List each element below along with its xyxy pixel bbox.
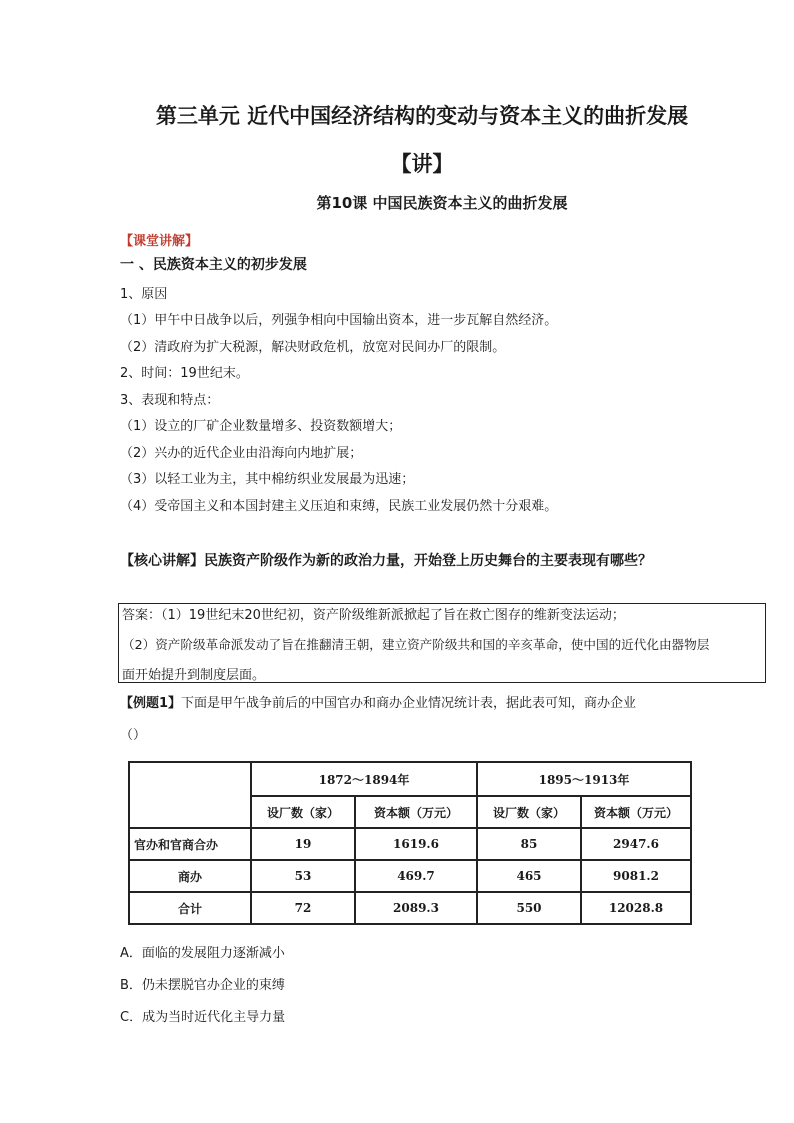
table-cell: 72 <box>251 892 355 924</box>
core-question <box>120 550 652 570</box>
table-header-row <box>129 762 691 796</box>
page-subtitle: 【讲】 <box>390 152 454 176</box>
table-row <box>129 892 691 924</box>
row-header: 商办 <box>129 860 251 892</box>
content-line: （1）设立的厂矿企业数量增多、投资数额增大； <box>120 419 402 434</box>
option-b: B．仍未摆脱官办企业的束缚 <box>120 978 285 993</box>
column-header: 资本额（万元） <box>355 796 477 828</box>
content-line: 3、表现和特点： <box>120 393 220 408</box>
table-cell: 85 <box>477 828 581 860</box>
content-line: （1）甲午中日战争以后，列强争相向中国输出资本，进一步瓦解自然经济。 <box>120 313 558 328</box>
option-c: C．成为当时近代化主导力量 <box>120 1010 286 1025</box>
table-cell: 12028.8 <box>581 892 691 924</box>
content-line: （4）受帝国主义和本国封建主义压迫和束缚，民族工业发展仍然十分艰难。 <box>120 499 558 514</box>
table-cell: 465 <box>477 860 581 892</box>
content-line: 1、原因 <box>120 287 168 302</box>
table-cell: 9081.2 <box>581 860 691 892</box>
statistics-table <box>128 761 692 925</box>
section-tag: 【课堂讲解】 <box>120 234 199 249</box>
answer-paren: （） <box>120 728 147 743</box>
table-cell: 53 <box>251 860 355 892</box>
answer-line: （2）资产阶级革命派发动了旨在推翻清王朝，建立资产阶级共和国的辛亥革命，使中国的近代化由器物层 <box>122 637 710 652</box>
lesson-title: 第10课 中国民族资本主义的曲折发展 <box>316 194 568 212</box>
option-a: A．面临的发展阻力逐渐减小 <box>120 946 285 961</box>
row-header: 官办和官商合办 <box>129 828 251 860</box>
column-header: 资本额（万元） <box>581 796 691 828</box>
table-corner-cell <box>129 762 251 828</box>
column-header: 设厂数（家） <box>251 796 355 828</box>
content-line: 2、时间：19世纪末。 <box>120 366 249 381</box>
unit-title: 第三单元 近代中国经济结构的变动与资本主义的曲折发展 <box>155 104 689 128</box>
period-header: 1895～1913年 <box>477 762 691 796</box>
table-cell: 550 <box>477 892 581 924</box>
table-row <box>129 828 691 860</box>
core-question-text: 民族资产阶级作为新的政治力量，开始登上历史舞台的主要表现有哪些？ <box>204 553 652 569</box>
table-row <box>129 860 691 892</box>
table-cell: 19 <box>251 828 355 860</box>
content-line: （2）清政府为扩大税源，解决财政危机，放宽对民间办厂的限制。 <box>120 340 506 355</box>
period-header: 1872～1894年 <box>251 762 477 796</box>
section-heading: 一 、民族资本主义的初步发展 <box>120 257 307 273</box>
answer-line: 答案：（1）19世纪末20世纪初，资产阶级维新派掀起了旨在救亡图存的维新变法运动； <box>122 608 625 623</box>
example-text: 下面是甲午战争前后的中国官办和商办企业情况统计表，据此表可知，商办企业 <box>181 696 637 711</box>
answer-line: 面开始提升到制度层面。 <box>122 668 266 683</box>
column-header: 设厂数（家） <box>477 796 581 828</box>
example-label: 【例题1】 <box>120 696 182 711</box>
row-header: 合计 <box>129 892 251 924</box>
content-line: （2）兴办的近代企业由沿海向内地扩展； <box>120 446 363 461</box>
table-cell: 469.7 <box>355 860 477 892</box>
table-cell: 2947.6 <box>581 828 691 860</box>
table-cell: 1619.6 <box>355 828 477 860</box>
core-label: 【核心讲解】 <box>120 553 204 569</box>
table-cell: 2089.3 <box>355 892 477 924</box>
example-question <box>120 692 636 711</box>
content-line: （3）以轻工业为主，其中棉纺织业发展最为迅速； <box>120 472 415 487</box>
